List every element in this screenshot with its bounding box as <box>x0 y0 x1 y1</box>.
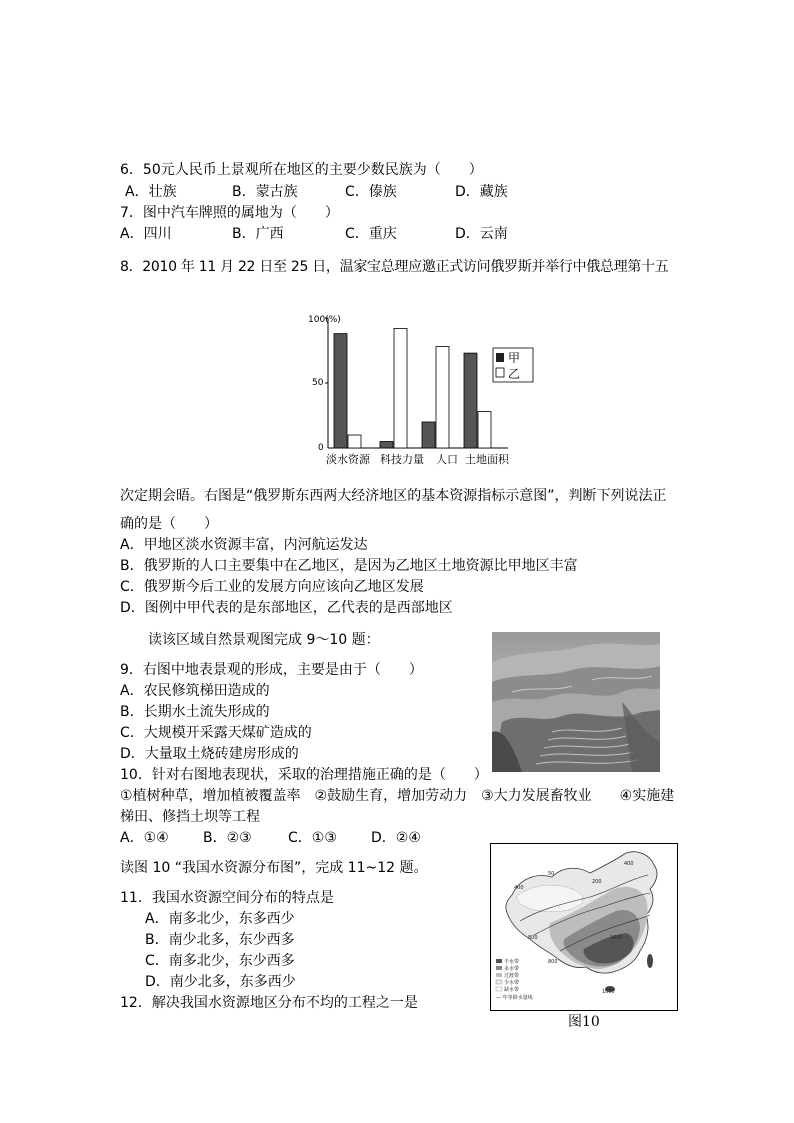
q8-stem-line3: 确的是（ ） <box>120 516 218 532</box>
q8-option-d: D．图例中甲代表的是东部地区，乙代表的是西部地区 <box>120 600 453 616</box>
q8-option-c: C．俄罗斯今后工业的发展方向应该向乙地区发展 <box>120 579 424 595</box>
q7-option-d: D．云南 <box>455 226 508 242</box>
bar-jia-0 <box>334 334 347 448</box>
intro-9-10: 读该区域自然景观图完成 9～10 题： <box>148 632 380 648</box>
svg-text:1600: 1600 <box>610 935 623 941</box>
svg-text:400: 400 <box>514 885 524 891</box>
map-legend-abundant: 丰水带 <box>504 959 520 965</box>
y-tick-0: 0 <box>318 443 324 453</box>
q11-option-a: A．南多北少，东多西少 <box>145 911 295 927</box>
legend-swatch-yi <box>496 368 504 377</box>
x-label-tech: 科技力量 <box>380 453 424 466</box>
q9-option-c: C．大规模开采露天煤矿造成的 <box>120 725 312 741</box>
y-axis-label: 100(%) <box>308 315 341 325</box>
q10-option-d: D．②④ <box>371 830 421 846</box>
bar-yi-1 <box>394 328 407 448</box>
x-label-land: 土地面积 <box>465 453 509 466</box>
q6-option-b: B．蒙古族 <box>232 184 298 200</box>
q11-stem: 11．我国水资源空间分布的特点是 <box>120 890 334 906</box>
q10-option-c: C．①③ <box>288 830 337 846</box>
q10-option-a: A．①④ <box>120 830 169 846</box>
q7-option-b: B．广西 <box>232 226 284 242</box>
bar-jia-2 <box>422 422 435 448</box>
q12-stem: 12．解决我国水资源地区分布不均的工程之一是 <box>120 995 418 1011</box>
svg-text:1600: 1600 <box>602 989 615 995</box>
loess-landscape-photo <box>492 632 660 772</box>
map-caption: 图10 <box>568 1014 600 1030</box>
map-legend-lack: 缺水带 <box>504 987 520 993</box>
q6-option-c: C．傣族 <box>345 184 397 200</box>
q9-option-a: A．农民修筑梯田造成的 <box>120 683 270 699</box>
china-water-resource-map <box>490 843 678 1011</box>
q7-option-a: A．四川 <box>120 226 172 242</box>
q7-stem: 7．图中汽车牌照的属地为（ ） <box>120 205 339 221</box>
svg-text:200: 200 <box>592 879 602 885</box>
q10-option-b: B．②③ <box>203 830 252 846</box>
q10-measures-line1: ①植树种草，增加植被覆盖率 ②鼓励生育，增加劳动力 ③大力发展畜牧业 ④实施建 <box>120 788 675 804</box>
q11-option-d: D．南少北多，东多西少 <box>145 974 296 990</box>
svg-text:50: 50 <box>548 871 555 877</box>
map-legend-isohyet: — 年等降水量线 <box>496 995 533 1001</box>
svg-text:800: 800 <box>528 935 538 941</box>
map-legend-more: 多水带 <box>504 966 520 972</box>
q6-stem: 6．50元人民币上景观所在地区的主要少数民族为（ ） <box>120 162 483 178</box>
q11-option-b: B．南少北多，东少西多 <box>145 932 295 948</box>
q9-option-b: B．长期水土流失形成的 <box>120 704 270 720</box>
legend-label-yi: 乙 <box>508 367 521 381</box>
x-label-population: 人口 <box>436 453 458 466</box>
q6-option-a: A．壮族 <box>125 184 177 200</box>
map-legend-less: 少水带 <box>504 980 520 986</box>
bar-jia-3 <box>464 353 477 448</box>
q9-stem: 9．右图中地表景观的形成，主要是由于（ ） <box>120 662 423 678</box>
intro-11-12: 读图 10 “我国水资源分布图”，完成 11~12 题。 <box>120 860 428 876</box>
q8-option-a: A．甲地区淡水资源丰富，内河航运发达 <box>120 537 368 553</box>
bar-yi-3 <box>478 412 491 448</box>
bar-jia-1 <box>380 442 393 449</box>
q7-option-c: C．重庆 <box>345 226 397 242</box>
svg-text:400: 400 <box>624 861 634 867</box>
q11-option-c: C．南多北少，东少西多 <box>145 953 295 969</box>
resource-index-chart <box>300 308 540 468</box>
q9-option-d: D．大量取土烧砖建房形成的 <box>120 746 299 762</box>
q8-stem-line1: 8．2010 年 11 月 22 日至 25 日，温家宝总理应邀正式访问俄罗斯并举行中俄总理第十五 <box>120 259 669 275</box>
q10-measures-line2: 梯田、修挡土坝等工程 <box>120 809 260 825</box>
q8-stem-line2: 次定期会晤。右图是“俄罗斯东西两大经济地区的基本资源指标示意图”，判断下列说法正 <box>120 488 667 504</box>
y-tick-50: 50 <box>312 378 324 388</box>
map-legend-transition: 过渡带 <box>504 973 520 979</box>
x-label-water: 淡水资源 <box>326 453 370 466</box>
q10-stem: 10．针对右图地表现状，采取的治理措施正确的是（ ） <box>120 767 488 783</box>
q6-option-d: D．藏族 <box>455 184 508 200</box>
bar-yi-0 <box>348 435 361 448</box>
legend-label-jia: 甲 <box>508 351 521 365</box>
legend-swatch-jia <box>496 353 504 362</box>
bar-yi-2 <box>436 347 449 448</box>
svg-text:800: 800 <box>548 959 558 965</box>
q8-option-b: B．俄罗斯的人口主要集中在乙地区，是因为乙地区土地资源比甲地区丰富 <box>120 558 578 574</box>
